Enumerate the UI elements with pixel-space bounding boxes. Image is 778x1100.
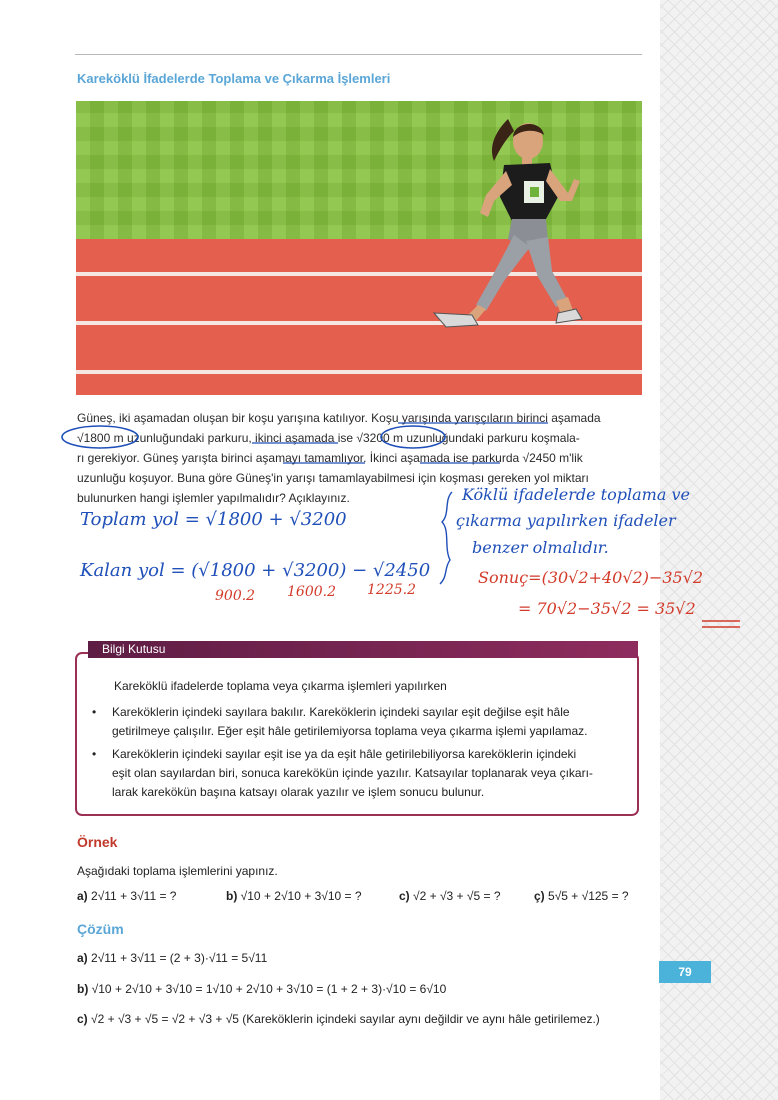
example-item xyxy=(226,889,362,903)
bullet-text: larak karekökün başına katsayı olarak yazılır ve işlem sonucu bulunur. xyxy=(112,785,485,799)
item-label: c) xyxy=(399,889,410,903)
bullet-text: getirilmeye çalışılır. Eğer eşit hâle getirilemiyorsa toplama veya çıkarma işlemi yapılamaz. xyxy=(112,724,588,738)
item-expr: √10 + 2√10 + 3√10 = ? xyxy=(240,889,362,903)
item-label: ç) xyxy=(534,889,545,903)
solution-line xyxy=(77,1012,600,1026)
info-box-title: Bilgi Kutusu xyxy=(88,641,638,658)
item-expr: 5√5 + √125 = ? xyxy=(548,889,629,903)
item-expr: √2 + √3 + √5 = √2 + √3 + √5 (Kareköklerin içindeki sayılar aynı değildir ve aynı hâle getirilemez.) xyxy=(91,1012,600,1026)
circle-mark xyxy=(381,426,445,448)
handwritten-toplam: Toplam yol = √1800 + √3200 xyxy=(80,509,347,530)
item-label: a) xyxy=(77,951,88,965)
item-expr: 2√11 + 3√11 = ? xyxy=(91,889,177,903)
solution-heading: Çözüm xyxy=(77,921,124,937)
item-label: b) xyxy=(226,889,238,903)
item-expr: √10 + 2√10 + 3√10 = 1√10 + 2√10 + 3√10 = (1 + 2 + 3)·√10 = 6√10 xyxy=(91,982,447,996)
page-number: 79 xyxy=(659,961,711,983)
circle-mark xyxy=(62,426,138,448)
example-item xyxy=(534,889,629,903)
bullet-text: Kareköklerin içindeki sayılar eşit ise ya da eşit hâle getirilebiliyorsa kareköklerin içindeki xyxy=(112,747,577,761)
paragraph-line: √1800 m uzunluğundaki parkuru, ikinci aşamada ise √3200 m uzunluğundaki parkuru koşmala- xyxy=(77,431,580,445)
example-item xyxy=(77,889,176,903)
bullet-dot: • xyxy=(92,747,97,761)
solution-line xyxy=(77,951,267,965)
handwritten-note2: çıkarma yapılırken ifadeler xyxy=(456,511,676,530)
info-box-intro: Kareköklü ifadelerde toplama veya çıkarma işlemleri yapılırken xyxy=(114,679,447,693)
example-instruction: Aşağıdaki toplama işlemlerini yapınız. xyxy=(77,864,278,878)
handwritten-kalan: Kalan yol = (√1800 + √3200) − √2450 xyxy=(80,560,431,581)
paragraph-line: Güneş, iki aşamadan oluşan bir koşu yarışına katılıyor. Koşu yarışında yarışçıların birinci aşamada xyxy=(77,411,601,425)
bullet-text: Kareköklerin içindeki sayılara bakılır. Kareköklerin içindeki sayılar eşit değilse eşit hâle xyxy=(112,705,570,719)
item-expr: √2 + √3 + √5 = ? xyxy=(413,889,501,903)
brace-mark xyxy=(440,492,452,584)
paragraph-line: uzunluğu koşuyor. Buna göre Güneş'in yarışı tamamlayabilmesi için koşması gereken yol miktarı xyxy=(77,471,589,485)
item-label: a) xyxy=(77,889,88,903)
bullet-dot: • xyxy=(92,705,97,719)
handwritten-note3: benzer olmalıdır. xyxy=(472,538,609,557)
item-expr: 2√11 + 3√11 = (2 + 3)·√11 = 5√11 xyxy=(91,951,268,965)
handwritten-under1: 900.2 xyxy=(215,588,256,604)
handwritten-under2: 1600.2 xyxy=(287,584,336,600)
example-item xyxy=(399,889,501,903)
handwritten-note1: Köklü ifadelerde toplama ve xyxy=(462,485,690,504)
solution-line xyxy=(77,982,446,996)
handwritten-under3: 1225.2 xyxy=(367,582,416,598)
item-label: c) xyxy=(77,1012,88,1026)
example-heading: Örnek xyxy=(77,834,118,850)
paragraph-line: bulunurken hangi işlemler yapılmalıdır? Açıklayınız. xyxy=(77,491,350,505)
item-label: b) xyxy=(77,982,89,996)
handwritten-sonuc1: Sonuç=(30√2+40√2)−35√2 xyxy=(478,568,704,587)
paragraph-line: rı gerekiyor. Güneş yarışta birinci aşamayı tamamlıyor. İkinci aşamada ise parkurda √2450 m'lik xyxy=(77,451,583,465)
section-title: Kareköklü İfadelerde Toplama ve Çıkarma İşlemleri xyxy=(77,71,391,86)
bullet-text: eşit olan sayılardan biri, sonuca karekökün içinde yazılır. Katsayılar toplanarak veya çıkarı- xyxy=(112,766,593,780)
info-bullet xyxy=(92,703,632,743)
info-bullet xyxy=(92,745,632,805)
handwritten-sonuc2: = 70√2−35√2 = 35√2 xyxy=(518,599,696,618)
